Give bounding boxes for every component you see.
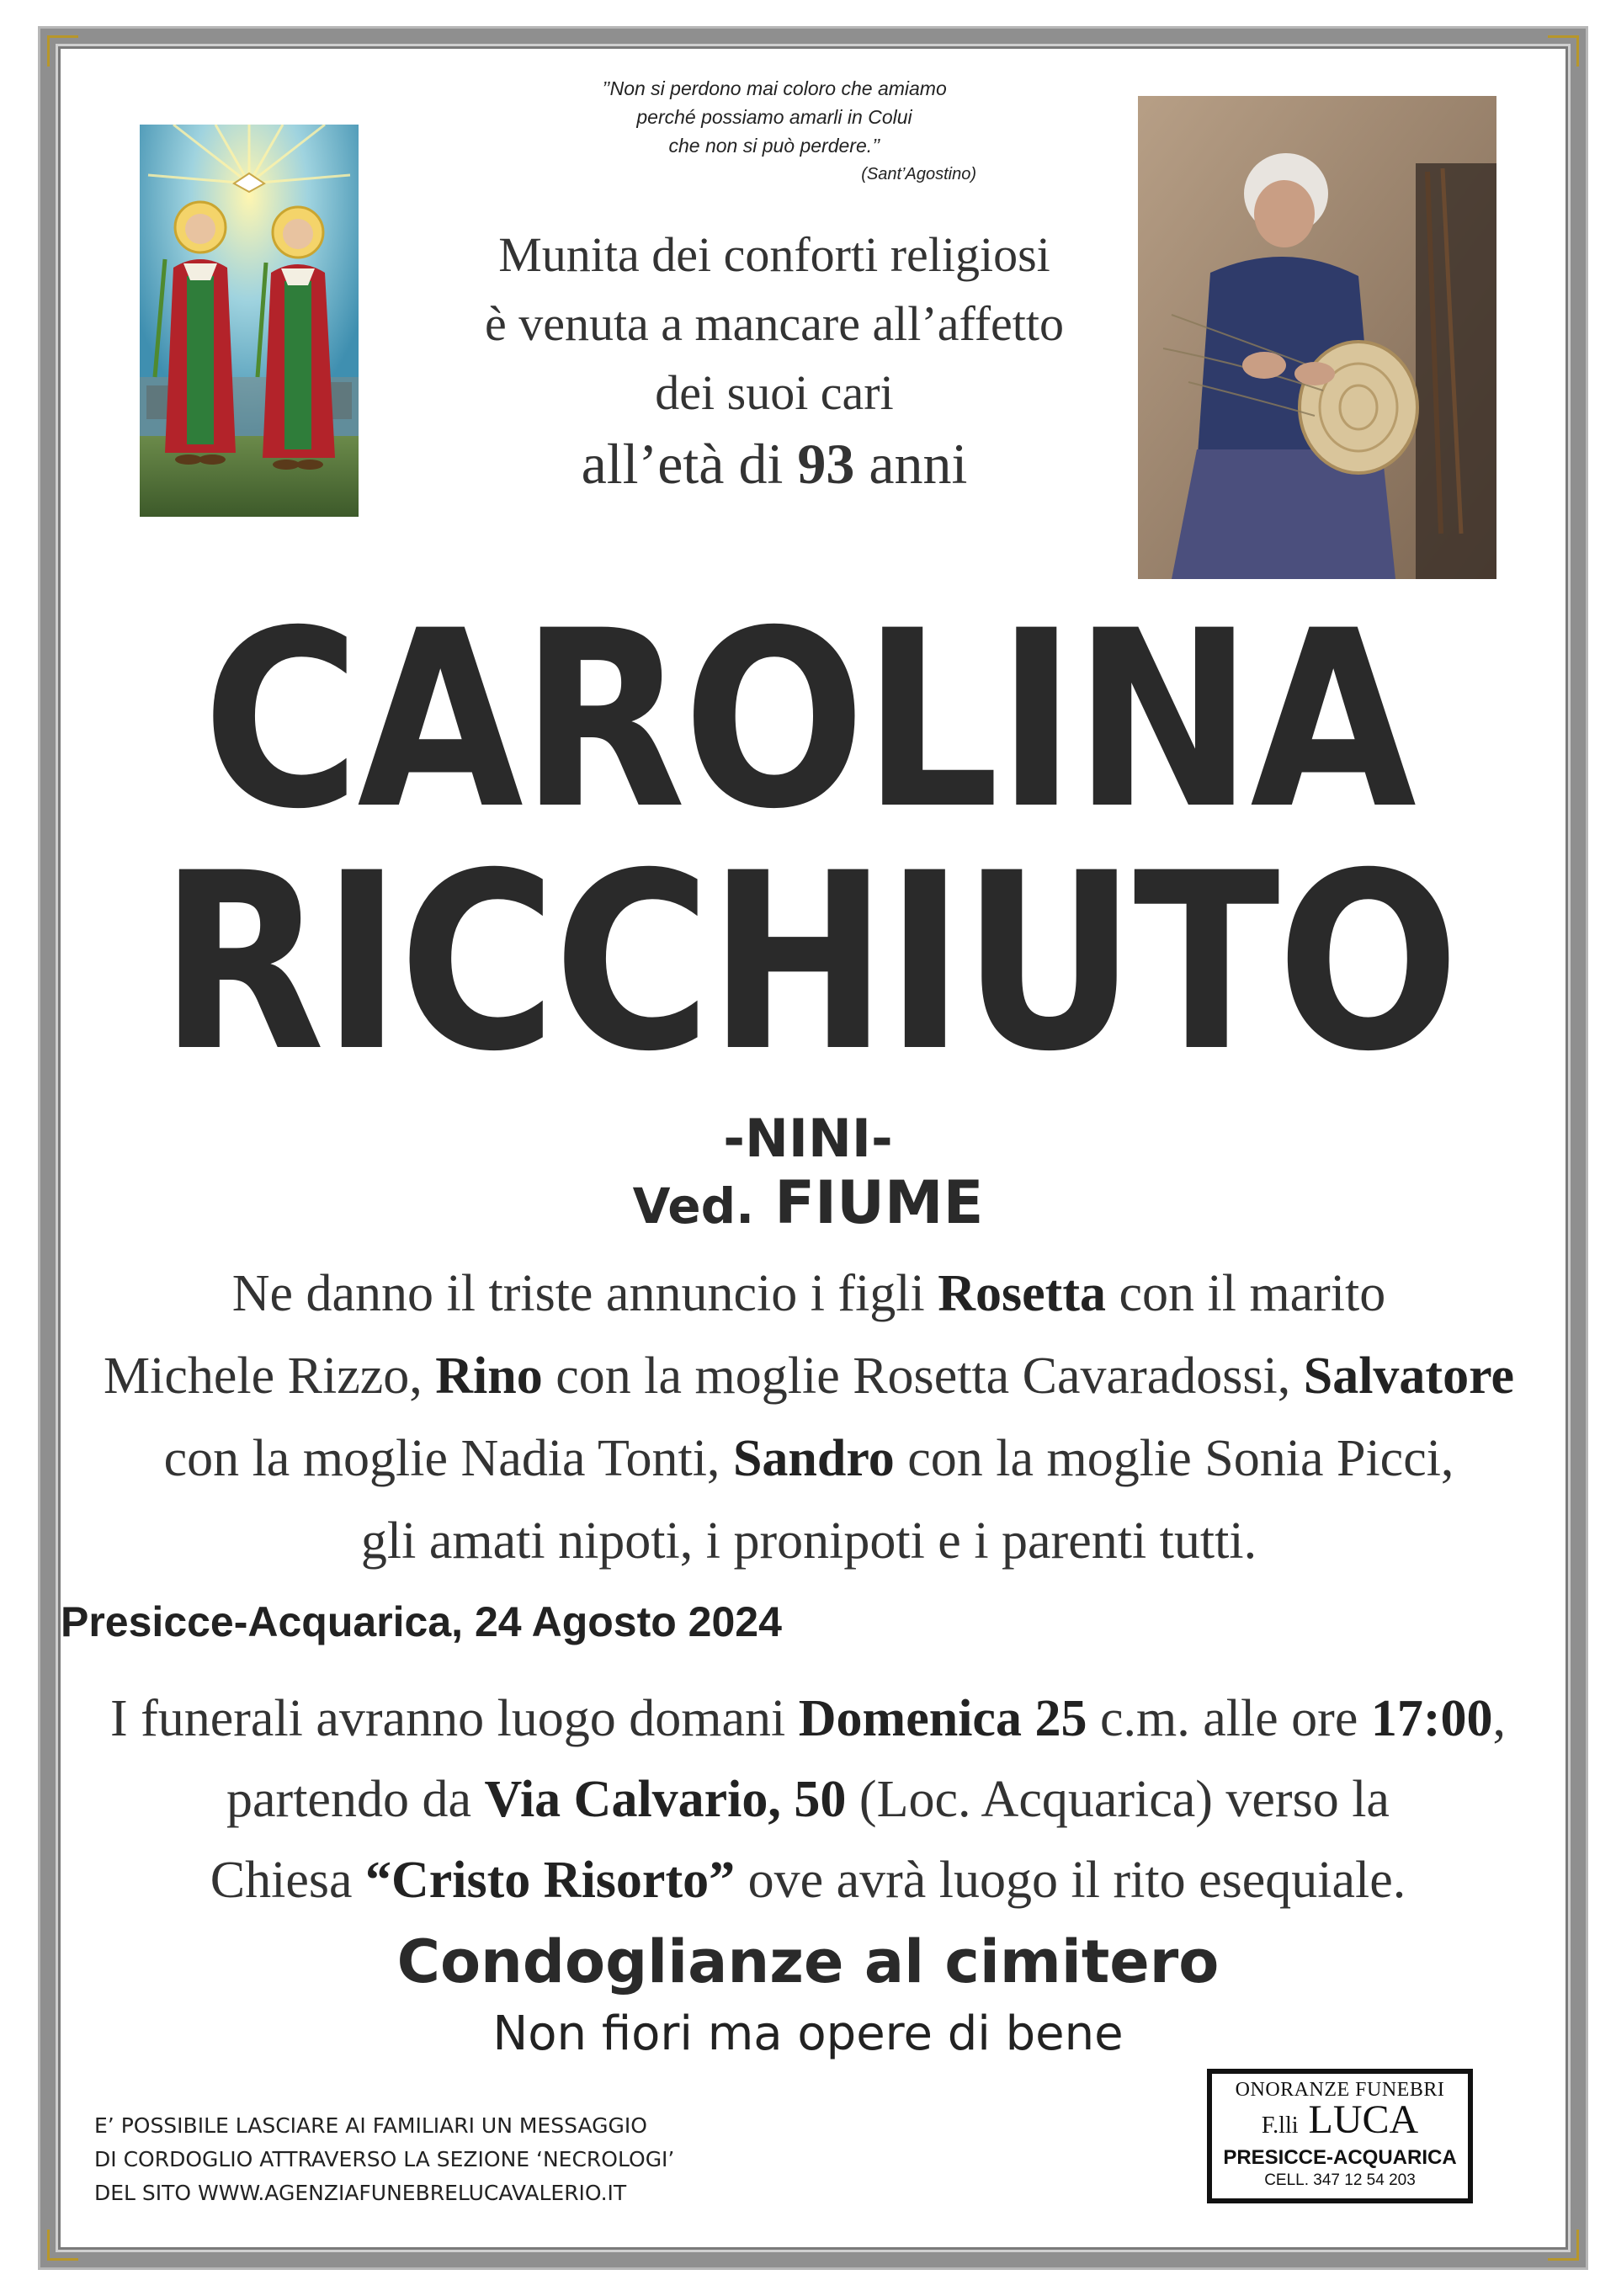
logo-brand: LUCA	[1308, 2097, 1419, 2142]
church-name: “Cristo Risorto”	[365, 1852, 736, 1909]
text: ove avrà luogo il rito esequiale.	[735, 1852, 1406, 1909]
funeral-time: 17:00	[1370, 1690, 1493, 1747]
funeral-line	[50, 1840, 1566, 1921]
footnote-line: DI CORDOGLIO ATTRAVERSO LA SEZIONE ‘NECROLOGI’	[94, 2147, 675, 2171]
text: con il marito	[1105, 1265, 1386, 1322]
frame-corner	[47, 2230, 78, 2261]
quote-line: ’’Non si perdono mai coloro che amiamo	[602, 77, 947, 99]
intro-text	[438, 221, 1111, 428]
text: I funerali avranno luogo domani	[109, 1690, 799, 1747]
funeral-address: Via Calvario, 50	[484, 1771, 847, 1828]
child-name: Rosetta	[938, 1265, 1106, 1322]
announcement-line	[64, 1252, 1554, 1335]
logo-prefix: F.lli	[1261, 2113, 1299, 2139]
deceased-nickname: -NINI-	[723, 1108, 893, 1169]
child-name: Rino	[435, 1347, 543, 1405]
age-suffix: anni	[869, 432, 968, 496]
intro-line: Munita dei conforti religiosi	[498, 227, 1050, 282]
age-line	[438, 431, 1111, 497]
logo-phone: CELL. 347 12 54 203	[1264, 2171, 1416, 2189]
deceased-portrait-photo	[1138, 96, 1496, 579]
no-flowers-note: Non fiori ma opere di bene	[492, 2006, 1124, 2061]
text: con la moglie Rosetta Cavaradossi,	[542, 1347, 1304, 1405]
funeral-agency-logo	[1207, 2069, 1473, 2203]
condolences-note: Condoglianze al cimitero	[396, 1927, 1220, 1996]
text: ,	[1492, 1690, 1507, 1747]
announcement-line	[64, 1417, 1554, 1500]
text: con la moglie Nadia Tonti,	[163, 1430, 733, 1487]
text: Chiesa	[210, 1852, 365, 1909]
announcement-line	[64, 1335, 1554, 1417]
intro-line: è venuta a mancare all’affetto	[484, 296, 1065, 351]
quote-line: che non si può perdere.’’	[668, 135, 880, 157]
age-number: 93	[797, 432, 855, 496]
intro-line: dei suoi cari	[655, 365, 894, 420]
quote-attribution: (Sant’Agostino)	[861, 165, 976, 183]
quote-line: perché possiamo amarli in Colui	[636, 106, 912, 128]
logo-name	[1212, 2097, 1468, 2145]
saints-holy-image	[140, 125, 359, 517]
frame-corner	[47, 35, 78, 66]
footnote-line: DEL SITO WWW.AGENZIAFUNEBRELUCAVALERIO.IT	[94, 2181, 627, 2205]
logo-location: PRESICCE-ACQUARICA	[1223, 2146, 1457, 2169]
funeral-line	[50, 1678, 1566, 1759]
deceased-first-name: CAROLINA	[202, 579, 1414, 863]
text: con la moglie Sonia Picci,	[894, 1430, 1454, 1487]
funeral-details	[50, 1678, 1566, 1921]
family-announcement	[64, 1252, 1554, 1582]
text: (Loc. Acquarica) verso la	[846, 1771, 1390, 1828]
funeral-line	[50, 1759, 1566, 1840]
text: Michele Rizzo,	[104, 1347, 436, 1405]
child-name: Salvatore	[1303, 1347, 1514, 1405]
frame-corner	[1548, 2230, 1579, 2261]
widow-of	[505, 1168, 1111, 1237]
announcement-line: gli amati nipoti, i pronipoti e i parenti tutti.	[360, 1512, 1257, 1570]
footnote-line: E’ POSSIBILE LASCIARE AI FAMILIARI UN MESSAGGIO	[94, 2113, 647, 2138]
online-condolence-footnote	[94, 2109, 734, 2210]
text: partendo da	[226, 1771, 485, 1828]
deceased-last-name: RICCHIUTO	[159, 821, 1457, 1105]
widow-prefix: Ved.	[632, 1177, 755, 1235]
sant-agostino-quote	[497, 74, 1052, 189]
funeral-day: Domenica 25	[798, 1690, 1087, 1747]
text: c.m. alle ore	[1087, 1690, 1371, 1747]
widow-name: FIUME	[774, 1168, 984, 1237]
logo-line: ONORANZE FUNEBRI	[1235, 2079, 1445, 2101]
text: Ne danno il triste annuncio i figli	[231, 1265, 938, 1322]
place-date: Presicce-Acquarica, 24 Agosto 2024	[61, 1598, 782, 1645]
child-name: Sandro	[732, 1430, 895, 1487]
age-prefix: all’età di	[581, 432, 784, 496]
frame-corner	[1548, 35, 1579, 66]
